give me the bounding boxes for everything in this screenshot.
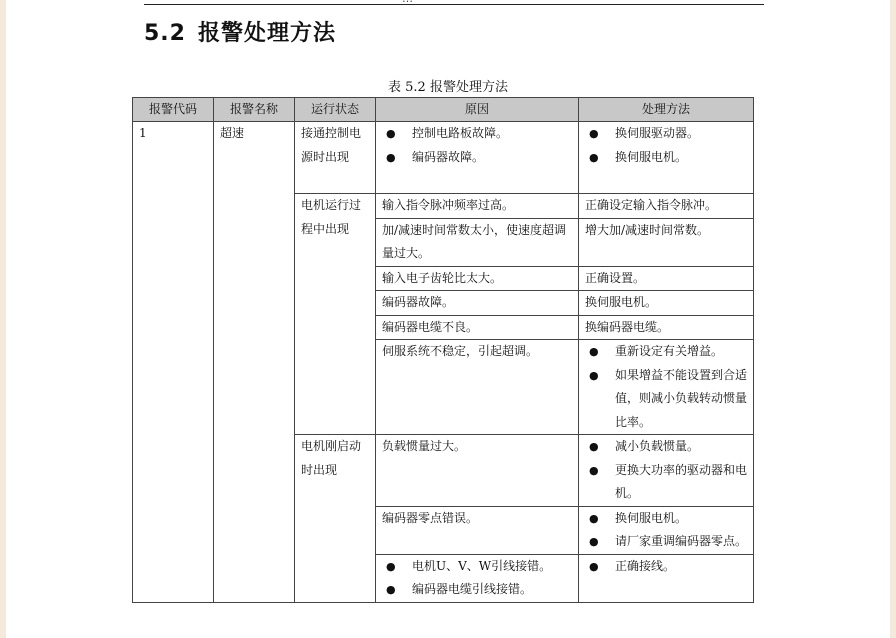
cause-cell bbox=[376, 122, 579, 194]
remedy-cell: 正确设置。 bbox=[579, 266, 754, 291]
running-header bbox=[402, 0, 413, 5]
bullet-item: ● 编码器电缆引线接错。 bbox=[382, 578, 572, 602]
bullet-item: ● 换伺服电机。 bbox=[585, 146, 747, 170]
bullet-item: ● 编码器故障。 bbox=[382, 146, 572, 170]
remedy-cell: 换编码器电缆。 bbox=[579, 315, 754, 340]
cause-cell: 负载惯量过大。 bbox=[376, 435, 579, 507]
remedy-cell: 增大加/减速时间常数。 bbox=[579, 218, 754, 266]
run-state-cell: 电机运行过程中出现 bbox=[295, 194, 376, 435]
cause-cell bbox=[376, 554, 579, 602]
remedy-cell bbox=[579, 122, 754, 194]
bullet-item: ● 电机U、V、W引线接错。 bbox=[382, 555, 572, 579]
bullet-item: ● 换伺服驱动器。 bbox=[585, 122, 747, 146]
section-title: 报警处理方法 bbox=[197, 21, 336, 46]
bullet-item: ● 更换大功率的驱动器和电机。 bbox=[585, 459, 747, 506]
remedy-cell: 换伺服电机。 bbox=[579, 291, 754, 316]
section-number: 5.2 bbox=[144, 21, 186, 46]
header-alarm-code: 报警代码 bbox=[133, 98, 214, 122]
section-heading bbox=[144, 16, 336, 47]
remedy-cell bbox=[579, 435, 754, 507]
header-remedy: 处理方法 bbox=[579, 98, 754, 122]
bullet-item: ● 控制电路板故障。 bbox=[382, 122, 572, 146]
bullet-item: ● 如果增益不能设置到合适值，则减小负载转动惯量比率。 bbox=[585, 364, 747, 435]
bullet-item: ● 换伺服电机。 bbox=[585, 507, 747, 531]
cause-cell: 加/减速时间常数太小，使速度超调量过大。 bbox=[376, 218, 579, 266]
bullet-item: ● 重新设定有关增益。 bbox=[585, 340, 747, 364]
bullet-item: ● 减小负载惯量。 bbox=[585, 435, 747, 459]
table-row bbox=[133, 122, 754, 194]
cause-cell: 输入指令脉冲频率过高。 bbox=[376, 194, 579, 219]
bullet-item: ● 请厂家重调编码器零点。 bbox=[585, 530, 747, 554]
table-header-row bbox=[133, 98, 754, 122]
run-state-cell: 接通控制电源时出现 bbox=[295, 122, 376, 194]
table-caption: 表 5.2 报警处理方法 bbox=[388, 80, 508, 95]
remedy-cell bbox=[579, 506, 754, 554]
header-alarm-name: 报警名称 bbox=[214, 98, 295, 122]
bullet-item: ● 正确接线。 bbox=[585, 555, 747, 579]
cause-cell: 输入电子齿轮比太大。 bbox=[376, 266, 579, 291]
cause-cell: 伺服系统不稳定，引起超调。 bbox=[376, 340, 579, 435]
header-rule bbox=[144, 4, 764, 5]
header-run-state: 运行状态 bbox=[295, 98, 376, 122]
cause-cell: 编码器电缆不良。 bbox=[376, 315, 579, 340]
alarm-table bbox=[132, 97, 754, 603]
remedy-cell bbox=[579, 340, 754, 435]
run-state-cell: 电机刚启动时出现 bbox=[295, 435, 376, 603]
remedy-cell bbox=[579, 554, 754, 602]
alarm-name-cell: 超速 bbox=[214, 122, 295, 603]
remedy-cell: 正确设定输入指令脉冲。 bbox=[579, 194, 754, 219]
cause-cell: 编码器零点错误。 bbox=[376, 506, 579, 554]
header-cause: 原因 bbox=[376, 98, 579, 122]
cause-cell: 编码器故障。 bbox=[376, 291, 579, 316]
alarm-code-cell: 1 bbox=[133, 122, 214, 603]
